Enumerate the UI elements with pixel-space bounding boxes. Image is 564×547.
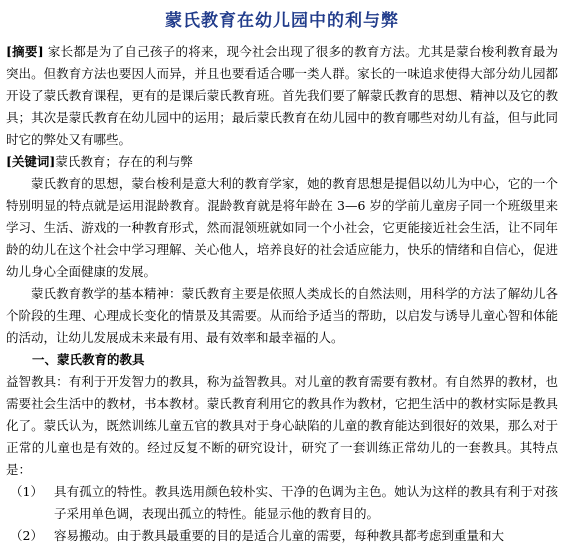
abstract-label: [摘要] — [6, 44, 44, 59]
body-paragraph-thought: 蒙氏教育的思想，蒙台梭利是意大利的教育学家，她的教育思想是提倡以幼儿为中心，它的一个特别明显的特点就是运用混龄教育。混龄教育就是将年龄在 3—6 岁的学前儿童房子同一个班级里来学习、生活、游戏的一种教育形式，然而混领班就如同一个小社会，它更能接近社会生活，让不同年龄的幼儿在这个社会中学习理解、关心他人，培养良好的社会适应能力，快乐的情绪和自信心，促进幼儿身心全面健康的发展。 — [6, 176, 558, 279]
list-item — [6, 525, 558, 547]
keywords-paragraph — [6, 151, 558, 173]
list-item-number: （2） — [10, 528, 43, 543]
section-heading: 一、蒙氏教育的教具 — [32, 352, 145, 367]
list-item-number: （1） — [10, 484, 43, 499]
keywords-label: [关键词] — [6, 154, 56, 169]
list-item — [6, 481, 558, 525]
document-title: 蒙氏教育在幼儿园中的利与弊 — [165, 11, 399, 31]
keywords-text: 蒙氏教育；存在的利与弊 — [55, 154, 193, 169]
abstract-text: 家长都是为了自己孩子的将来，现今社会出现了很多的教育方法。尤其是蒙台梭利教育最为突出。但教育方法也要因人而异，并且也要看适合哪一类人群。家长的一味追求使得大部分幼儿园都开设了蒙氏教育课程，更有的是课后蒙氏教育班。首先我们要了解蒙氏教育的思想、精神以及它的教具；其次是蒙氏教育在幼儿园中的运用；最后蒙氏教育在幼儿园中的教育哪些对幼儿有益，但与此同时它的弊处又有哪些。 — [6, 44, 558, 147]
document-page — [0, 6, 564, 543]
list-item-text: 具有孤立的特性。教具选用颜色较朴实、干净的色调为主色。她认为这样的教具有利于对孩子采用单色调，表现出孤立的特性。能显示他的教育目的。 — [54, 484, 558, 521]
list-item-text: 容易搬动。由于教具最重要的目的是适合儿童的需要，每种教具都考虑到重量和大 — [54, 528, 505, 543]
section-paragraph: 益智教具：有利于开发智力的教具，称为益智教具。对儿童的教育需要有教材。有自然界的教材，也需要社会生活中的教材，书本教材。蒙氏教育利用它的教具作为教材，它把生活中的教材实际是教具化了。蒙氏认为，既然训练儿童五官的教具对于身心缺陷的儿童的教育能达到很好的效果，那么对于正常的儿童也是有效的。经过反复不断的研究设计，研究了一套训练正常幼儿的一套教具。其特点是： — [6, 374, 558, 477]
body-paragraph-spirit: 蒙氏教育教学的基本精神：蒙氏教育主要是依照人类成长的自然法则，用科学的方法了解幼儿各个阶段的生理、心理成长变化的情景及其需要。从而给予适当的帮助，以启发与诱导儿童心智和体能的活动，让幼儿发展成未来最有用、最有效率和最幸福的人。 — [6, 286, 558, 345]
abstract-paragraph — [6, 41, 558, 151]
